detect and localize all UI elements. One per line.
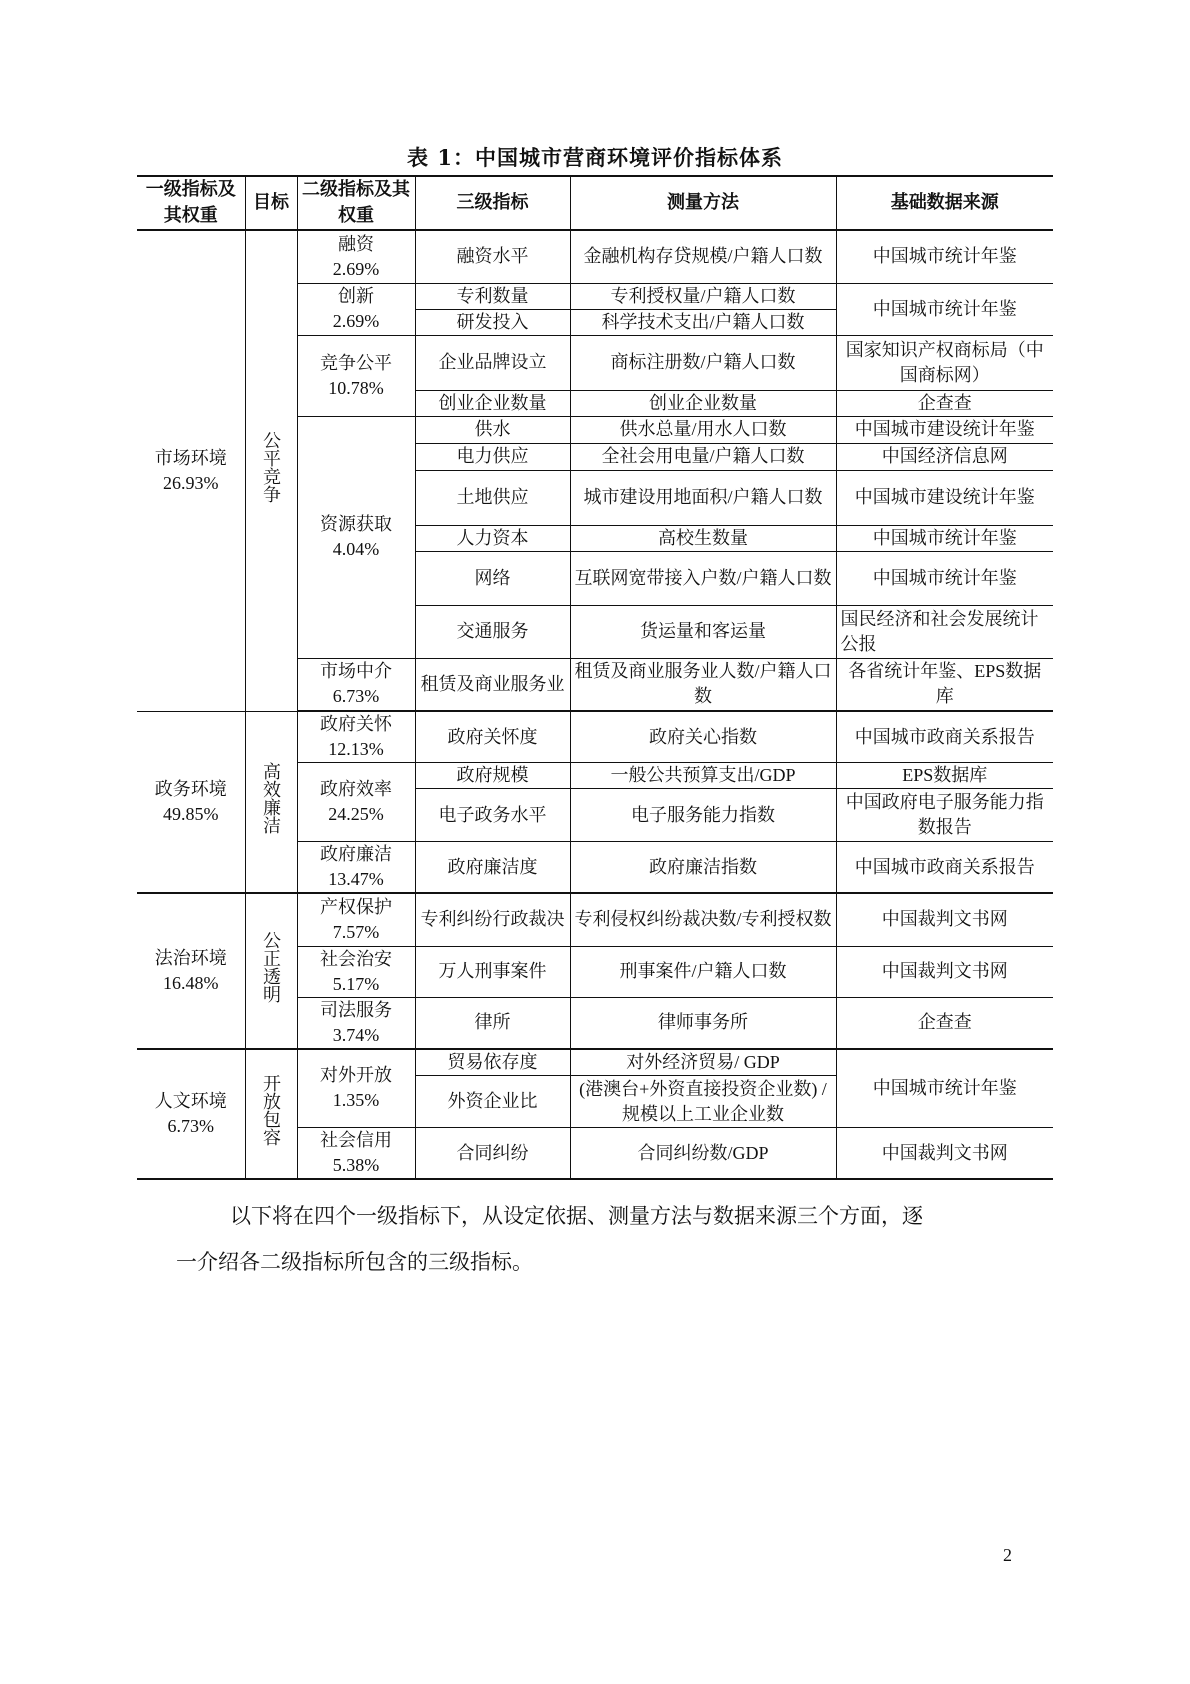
method-cell: 对外经济贸易/ GDP — [570, 1049, 836, 1076]
level3-cell: 网络 — [415, 551, 570, 605]
goal-cell — [245, 230, 297, 711]
method-cell: 科学技术支出/户籍人口数 — [570, 309, 836, 335]
level2-cell — [297, 658, 415, 711]
level1-cell — [137, 893, 245, 1049]
level1-cell — [137, 230, 245, 711]
level3-cell: 电力供应 — [415, 443, 570, 470]
level2-name: 对外开放 — [320, 1065, 392, 1086]
method-cell: 创业企业数量 — [570, 390, 836, 416]
method-cell: 专利授权量/户籍人口数 — [570, 283, 836, 309]
goal-cell — [245, 1049, 297, 1180]
level2-cell — [297, 763, 415, 842]
level2-weight: 1.35% — [332, 1090, 380, 1111]
source-cell: 中国城市统计年鉴 — [836, 525, 1053, 551]
level1-cell — [137, 711, 245, 893]
header-goal: 目标 — [245, 176, 297, 230]
header-source: 基础数据来源 — [836, 176, 1053, 230]
level2-name: 融资 — [338, 233, 374, 254]
level2-cell — [297, 335, 415, 416]
level3-cell: 企业品牌设立 — [415, 335, 570, 390]
table-header-row — [137, 176, 1053, 230]
method-cell: 电子服务能力指数 — [570, 789, 836, 842]
level3-cell: 创业企业数量 — [415, 390, 570, 416]
level3-cell: 合同纠纷 — [415, 1128, 570, 1180]
level2-name: 产权保护 — [320, 896, 392, 917]
method-cell: 高校生数量 — [570, 525, 836, 551]
level2-name: 政府效率 — [320, 779, 392, 799]
level2-name: 资源获取 — [320, 514, 392, 534]
header-level3: 三级指标 — [415, 176, 570, 230]
paragraph-line-2: 一介绍各二级指标所包含的三级指标。 — [176, 1250, 533, 1274]
level3-cell: 土地供应 — [415, 470, 570, 525]
level2-cell — [297, 711, 415, 763]
method-cell: 租赁及商业服务业人数/户籍人口数 — [570, 658, 836, 711]
level2-weight: 3.74% — [332, 1024, 380, 1045]
level2-weight: 13.47% — [328, 869, 384, 889]
source-cell: 中国城市建设统计年鉴 — [836, 416, 1053, 443]
level1-name: 政务环境 — [154, 778, 227, 799]
level3-cell: 政府规模 — [415, 763, 570, 789]
level3-cell: 交通服务 — [415, 605, 570, 658]
level2-name: 社会治安 — [320, 948, 392, 969]
method-cell: 互联网宽带接入户数/户籍人口数 — [570, 551, 836, 605]
level2-weight: 24.25% — [328, 804, 384, 824]
table-row — [137, 230, 1053, 283]
goal-text: 公平竞争 — [261, 431, 281, 504]
method-cell: 律师事务所 — [570, 997, 836, 1049]
level2-cell — [297, 842, 415, 894]
method-cell: 货运量和客运量 — [570, 605, 836, 658]
method-cell: 一般公共预算支出/GDP — [570, 763, 836, 789]
header-method: 测量方法 — [570, 176, 836, 230]
level2-cell — [297, 1128, 415, 1180]
level3-cell: 专利纠纷行政裁决 — [415, 893, 570, 946]
method-cell: 合同纠纷数/GDP — [570, 1128, 836, 1180]
source-cell: 中国城市建设统计年鉴 — [836, 470, 1053, 525]
level1-cell — [137, 1049, 245, 1180]
level1-weight: 49.85% — [163, 803, 219, 824]
level3-cell: 外资企业比 — [415, 1076, 570, 1128]
level2-cell — [297, 893, 415, 946]
source-cell: 国民经济和社会发展统计公报 — [836, 605, 1053, 658]
goal-text: 公正透明 — [261, 931, 281, 1004]
level1-name: 法治环境 — [154, 947, 227, 968]
level1-name: 市场环境 — [154, 447, 227, 468]
source-cell: 中国裁判文书网 — [836, 946, 1053, 997]
level2-weight: 5.38% — [332, 1155, 380, 1175]
level3-cell: 供水 — [415, 416, 570, 443]
source-cell: 各省统计年鉴、EPS数据库 — [836, 658, 1053, 711]
level2-name: 竞争公平 — [320, 352, 392, 373]
level3-cell: 政府关怀度 — [415, 711, 570, 763]
level3-cell: 融资水平 — [415, 230, 570, 283]
level2-name: 政府廉洁 — [320, 844, 392, 864]
table-row — [137, 711, 1053, 763]
level2-name: 司法服务 — [320, 999, 392, 1020]
method-cell: 政府关心指数 — [570, 711, 836, 763]
level3-cell: 万人刑事案件 — [415, 946, 570, 997]
source-cell: 中国城市统计年鉴 — [836, 1049, 1053, 1128]
level2-weight: 4.04% — [332, 539, 380, 559]
level2-cell — [297, 416, 415, 658]
source-cell: 中国裁判文书网 — [836, 1128, 1053, 1180]
source-cell: 企查查 — [836, 997, 1053, 1049]
level2-name: 创新 — [338, 286, 374, 306]
level2-weight: 10.78% — [328, 377, 384, 398]
table-title: 表 1：中国城市营商环境评价指标体系 — [407, 145, 783, 170]
level2-weight: 2.69% — [332, 258, 380, 279]
level2-cell — [297, 230, 415, 283]
level3-cell: 律所 — [415, 997, 570, 1049]
table-row — [137, 893, 1053, 946]
goal-cell — [245, 893, 297, 1049]
level3-cell: 研发投入 — [415, 309, 570, 335]
level1-name: 人文环境 — [154, 1090, 227, 1111]
level1-weight: 16.48% — [163, 972, 219, 993]
level3-cell: 电子政务水平 — [415, 789, 570, 842]
level3-cell: 人力资本 — [415, 525, 570, 551]
header-level2: 二级指标及其权重 — [297, 176, 415, 230]
source-cell: 中国政府电子服务能力指数报告 — [836, 789, 1053, 842]
method-cell: 城市建设用地面积/户籍人口数 — [570, 470, 836, 525]
level2-weight: 2.69% — [332, 311, 380, 331]
level3-cell: 贸易依存度 — [415, 1049, 570, 1076]
source-cell: 国家知识产权商标局（中国商标网） — [836, 335, 1053, 390]
method-cell: 金融机构存贷规模/户籍人口数 — [570, 230, 836, 283]
level2-name: 社会信用 — [320, 1130, 392, 1150]
level2-weight: 5.17% — [332, 973, 380, 994]
method-cell: 专利侵权纠纷裁决数/专利授权数 — [570, 893, 836, 946]
level1-weight: 26.93% — [163, 472, 219, 493]
method-cell: 刑事案件/户籍人口数 — [570, 946, 836, 997]
method-cell: 全社会用电量/户籍人口数 — [570, 443, 836, 470]
method-cell: 商标注册数/户籍人口数 — [570, 335, 836, 390]
source-cell: 中国城市政商关系报告 — [836, 842, 1053, 894]
goal-text: 开放包容 — [261, 1074, 281, 1147]
paragraph-line-1: 以下将在四个一级指标下，从设定依据、测量方法与数据来源三个方面，逐 — [230, 1204, 923, 1228]
method-cell: 供水总量/用水人口数 — [570, 416, 836, 443]
level2-name: 市场中介 — [320, 661, 392, 682]
level2-cell — [297, 997, 415, 1049]
level1-weight: 6.73% — [167, 1115, 214, 1136]
method-cell: 政府廉洁指数 — [570, 842, 836, 894]
level2-weight: 7.57% — [332, 921, 380, 942]
source-cell: 中国经济信息网 — [836, 443, 1053, 470]
body-paragraph — [178, 1193, 1018, 1285]
level2-weight: 12.13% — [328, 739, 384, 759]
level3-cell: 租赁及商业服务业 — [415, 658, 570, 711]
page-number: 2 — [1003, 1545, 1012, 1565]
source-cell: 中国城市统计年鉴 — [836, 230, 1053, 283]
source-cell: 企查查 — [836, 390, 1053, 416]
goal-cell — [245, 711, 297, 893]
source-cell: 中国城市政商关系报告 — [836, 711, 1053, 763]
table-row — [137, 1049, 1053, 1076]
header-level1: 一级指标及其权重 — [137, 176, 245, 230]
level2-name: 政府关怀 — [320, 714, 392, 734]
source-cell: 中国城市统计年鉴 — [836, 283, 1053, 335]
indicator-table — [137, 175, 1053, 1180]
method-cell: (港澳台+外资直接投资企业数) /规模以上工业企业数 — [570, 1076, 836, 1128]
level2-cell — [297, 946, 415, 997]
level2-weight: 6.73% — [332, 686, 380, 707]
level2-cell — [297, 1049, 415, 1128]
source-cell: EPS数据库 — [836, 763, 1053, 789]
goal-text: 高效廉洁 — [261, 762, 281, 835]
level3-cell: 专利数量 — [415, 283, 570, 309]
level2-cell — [297, 283, 415, 335]
source-cell: 中国裁判文书网 — [836, 893, 1053, 946]
level3-cell: 政府廉洁度 — [415, 842, 570, 894]
source-cell: 中国城市统计年鉴 — [836, 551, 1053, 605]
